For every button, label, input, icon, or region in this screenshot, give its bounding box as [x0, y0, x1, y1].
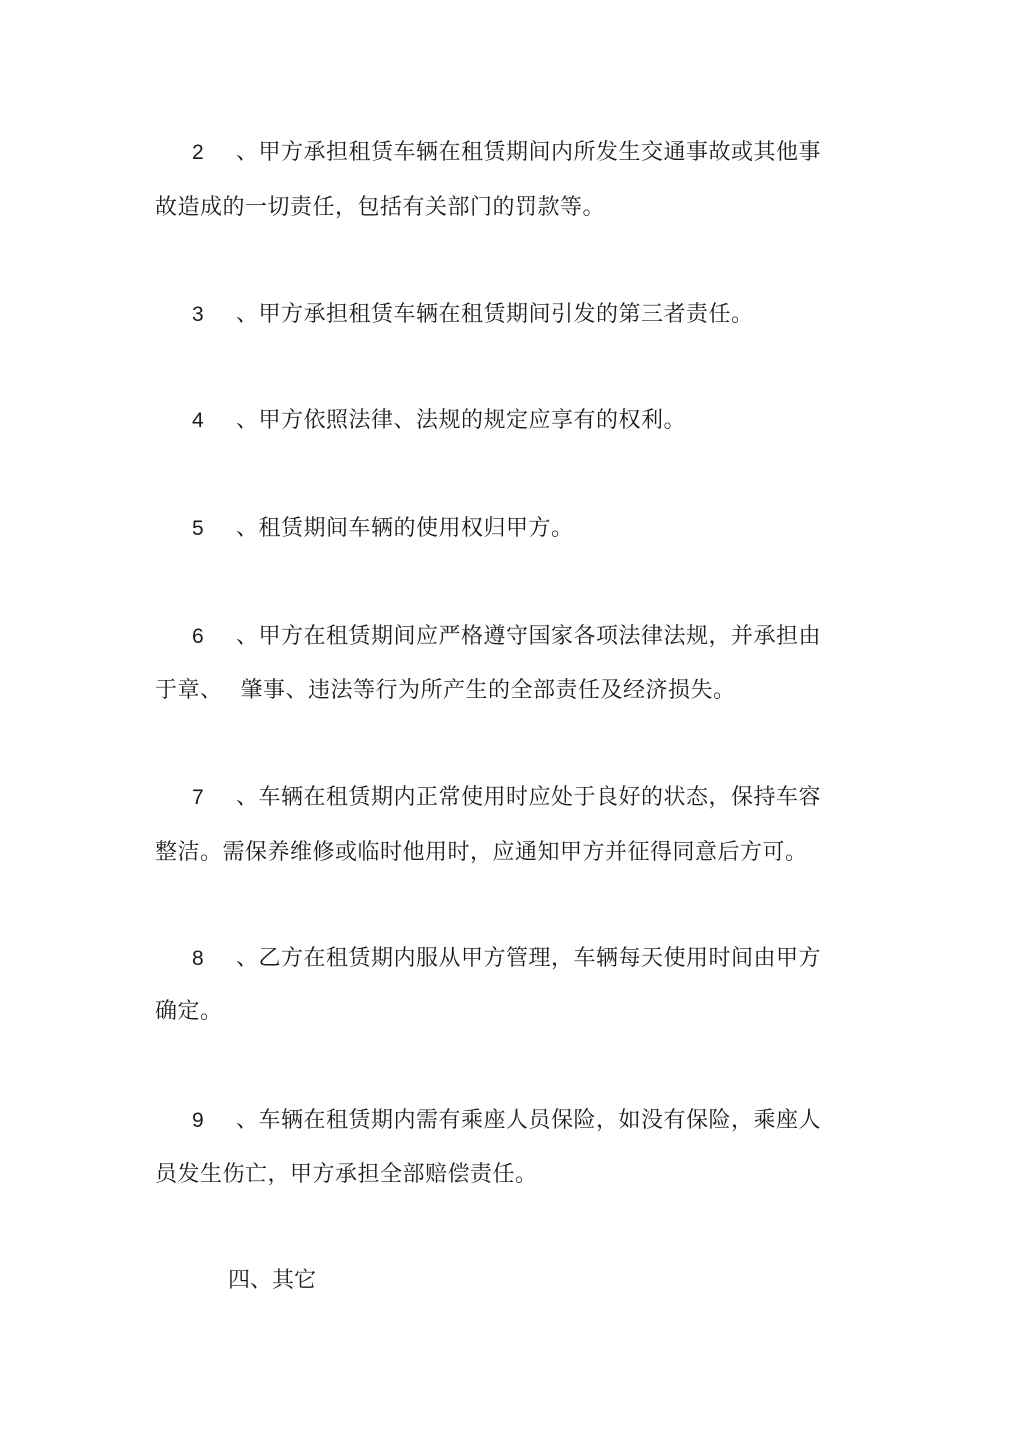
clause-7-line-2: 整洁。需保养维修或临时他用时，应通知甲方并征得同意后方可。 — [155, 840, 808, 865]
clause-6-line-2 — [155, 676, 835, 706]
clause-number: 8 — [192, 947, 205, 970]
clause-4-line-1 — [155, 406, 835, 436]
clause-number: 9 — [192, 1109, 205, 1132]
clause-text: 、甲方承担租赁车辆在租赁期间引发的第三者责任。 — [236, 302, 754, 327]
clause-number: 2 — [192, 141, 205, 164]
clause-text: 、车辆在租赁期内正常使用时应处于良好的状态，保持车容 — [236, 785, 822, 810]
clause-6-line-1 — [155, 622, 835, 652]
clause-text-part-b: 肇事、违法等行为所产生的全部责任及经济损失。 — [240, 678, 736, 703]
clause-text-part-a: 于章、 — [155, 678, 223, 703]
clause-number: 3 — [192, 303, 205, 326]
clause-text: 、甲方依照法律、法规的规定应享有的权利。 — [236, 408, 687, 433]
clause-3-line-1 — [155, 300, 835, 330]
clause-text: 、车辆在租赁期内需有乘座人员保险，如没有保险，乘座人 — [236, 1108, 822, 1133]
clause-5-line-1 — [155, 514, 835, 544]
clause-number: 4 — [192, 409, 205, 432]
clause-8-line-1 — [155, 944, 835, 974]
section-heading: 四、其它 — [228, 1268, 317, 1293]
clause-9-line-1 — [155, 1106, 835, 1136]
clause-7-line-1 — [155, 783, 835, 813]
clause-text: 、租赁期间车辆的使用权归甲方。 — [236, 516, 574, 541]
clause-number: 5 — [192, 517, 205, 540]
clause-number: 6 — [192, 625, 205, 648]
clause-text: 、甲方在租赁期间应严格遵守国家各项法律法规，并承担由 — [236, 624, 822, 649]
clause-text: 、甲方承担租赁车辆在租赁期间内所发生交通事故或其他事 — [236, 140, 822, 165]
clause-text: 、乙方在租赁期内服从甲方管理，车辆每天使用时间由甲方 — [236, 946, 822, 971]
clause-9-line-2: 员发生伤亡，甲方承担全部赔偿责任。 — [155, 1162, 538, 1187]
clause-8-line-2: 确定。 — [155, 999, 223, 1024]
clause-2-line-2: 故造成的一切责任，包括有关部门的罚款等。 — [155, 195, 606, 220]
clause-2-line-1 — [155, 138, 835, 168]
clause-number: 7 — [192, 786, 205, 809]
